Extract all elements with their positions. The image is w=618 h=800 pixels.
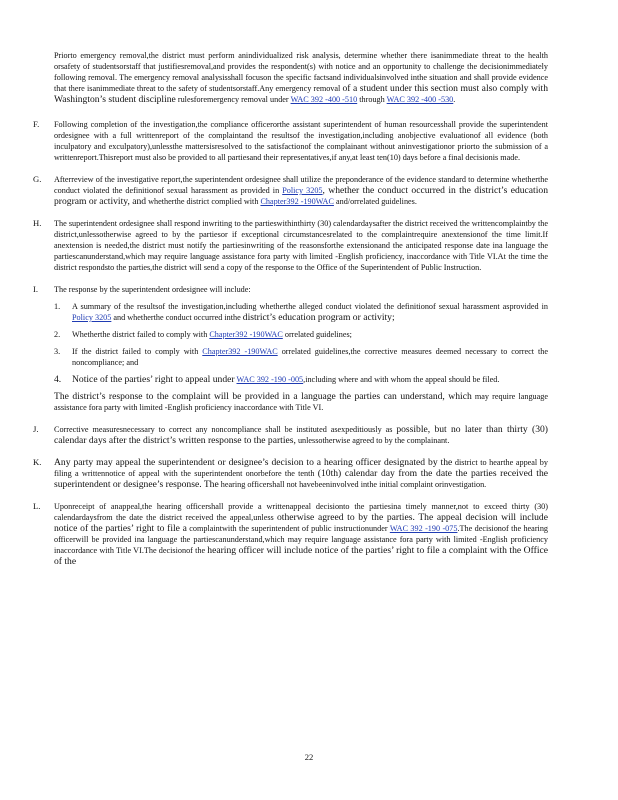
wac-392-190-075-link[interactable]: WAC 392 -190 -075: [389, 524, 458, 533]
response-contents-list: [54, 301, 548, 385]
section-h: [33, 218, 548, 273]
section-k-text-large: Any party may appeal the superintendent or designee’s decision to a hearing officer designated by the: [54, 457, 453, 468]
section-g-text-b: whetherthe district complied with: [148, 197, 259, 206]
policy-3205-link[interactable]: Policy 3205: [72, 313, 112, 322]
section-l-text-c: .The decisionof the hearing officerwill be provided ina language the partiescanunderstand,which may require language assistance fora party with limited -English proficiency inaccordance with Title VI.The decisionof the: [54, 524, 549, 555]
section-k-text: [54, 457, 548, 490]
wac-392-400-510-link[interactable]: WAC 392 -400 -510: [290, 95, 358, 104]
section-i-label: I.: [33, 284, 39, 294]
section-g-text-a: Afterreview of the investigative report,the superintendent ordesignee shall utilize the preponderance of the evidence standard to determine whetherthe conduct violated the definitionof sexual harassment as provided in: [54, 175, 548, 195]
section-g-label: G.: [33, 174, 42, 184]
list-item-text: A summary of the resultsof the investigation,including whetherthe alleged conduct violated the definitionof sexual harassment asprovided in: [72, 302, 548, 311]
section-i: [33, 284, 549, 413]
list-item-number: 1.: [54, 302, 61, 311]
section-i-after-small: may require language assistance fora party with limited -English proficiency inaccordance with Title VI.: [54, 392, 548, 412]
section-l-text-b: complaintwith the superintendent of public instructionunder: [189, 524, 388, 533]
chapter-392-190-wac-link[interactable]: Chapter392 -190WAC: [260, 197, 334, 206]
section-f: [33, 119, 548, 163]
section-l-text: [54, 501, 548, 567]
section-i-after-large: The district’s response to the complaint will be provided in a language the parties can understand, which: [54, 391, 472, 402]
section-j: [33, 424, 548, 446]
list-item-text: Whetherthe district failed to comply with: [72, 330, 208, 339]
section-i-text: The response by the superintendent ordesignee will include:: [54, 285, 251, 294]
wac-392-400-530-link[interactable]: WAC 392 -400 -530: [386, 95, 454, 104]
intro-end: .: [453, 95, 456, 104]
policy-content: [33, 50, 549, 578]
section-h-label: H.: [33, 218, 42, 228]
list-item-text: ,including where and with whom the appeal should be filed.: [303, 375, 500, 384]
list-item-text: and whetherthe conduct occurred inthe: [113, 313, 241, 322]
section-g-text-c: and/orrelated guidelines.: [335, 197, 417, 206]
emergency-removal-paragraph: [54, 50, 548, 105]
section-f-text: Following completion of the investigation,the compliance officerorthe assistant superintendent of human resourcesshall provide the superintendent ordesignee with a full writtenreport of the complaintand the resultsof the investigation,including anobjective evaluationof all evidence (both inculpatory and exculpatory),unlessthe mattersisresolved to the satisfactionof the complainant without aninvestigationor priorto the submission of a writtenreport.Thisreport must also be provided to all partiesand their representatives,if any,at least ten(10) days before a final decisionis made.: [54, 120, 548, 162]
list-item-text: If the district failed to comply with: [72, 347, 199, 356]
section-i-after: [54, 391, 548, 413]
section-g-text: [54, 174, 548, 207]
list-item: [54, 346, 548, 368]
policy-3205-link[interactable]: Policy 3205: [282, 186, 323, 195]
section-f-label: F.: [33, 119, 40, 129]
section-l-label: L.: [33, 501, 41, 511]
section-g: [33, 174, 548, 207]
list-item-number: 2.: [54, 330, 61, 339]
section-j-text-a: Corrective measuresnecessary to correct any noncompliance shall be instituted asexpeditiously as: [54, 425, 393, 434]
section-j-text-b: unlessotherwise agreed to by the complainant.: [297, 436, 450, 445]
section-g-text-large: , whether the conduct occurred in the district’s education program or activity, and: [54, 185, 548, 207]
section-k-text-large-2: (10th) calendar day from the date the parties received the superintendent or designee’s response. The: [54, 468, 549, 490]
list-item-text: orrelated guidelines;: [284, 330, 352, 339]
section-l: [33, 501, 549, 567]
list-item-text-large: Notice of the parties’ right to appeal under: [72, 374, 235, 385]
section-k-text-a: district to hearthe appeal by filing a writtennotice of appeal with the superintendent onorbefore the tenth: [54, 458, 548, 478]
intro-text-tail: rulesforemergency removal under: [177, 95, 289, 104]
list-item-text: orrelated guidelines,the corrective measures deemed necessary to correct the noncompliance; and: [72, 347, 549, 367]
intro-text-large: of a student under this section must also comply with Washington’s student discipline: [54, 83, 549, 105]
section-j-text-large: possible, but no later than thirty (30) calendar days after the district’s written response to the parties,: [54, 424, 548, 446]
chapter-392-190-wac-link[interactable]: Chapter392 -190WAC: [202, 347, 278, 356]
list-item: [54, 301, 548, 323]
section-j-text: [54, 424, 548, 446]
list-item: [54, 374, 548, 385]
page-number: 22: [304, 752, 314, 762]
list-item-number: 4.: [54, 374, 62, 385]
section-l-text-large: otherwise agreed to by the parties. The appeal decision will include notice of the parties’ right to file a: [54, 512, 548, 534]
section-k: [33, 457, 549, 490]
section-k-label: K.: [33, 457, 42, 467]
list-item: [54, 329, 548, 340]
section-h-text: The superintendent ordesignee shall respond inwriting to the partieswithinthirty (30) calendardaysafter the district received the writtencomplaintby the district,unlessotherwise agreed to by the partiesor if exceptional circumstancesrelated to the complaintrequire anextensionof the time limit.If anextension is needed,the district must notify the partiesinwriting of the reasonsforthe extensionand the anticipated response date ina language the partiescanunderstand,which may require language assistance fora party with limited -English proficiency, inaccordance with Title VI.At the time the district respondsto the parties,the district will send a copy of the response to the Office of the Superintendent of Public Instruction.: [54, 219, 548, 272]
intro-through: through: [359, 95, 385, 104]
intro-text: Priorto emergency removal,the district must perform anindividualized risk analysis, determine whether there isanimmediate threat to the health orsafety of studentsorstaff that justifiesremoval,and provides the respondent(s) with notice and an opportunity to challenge the decisionimmediately following removal. The emergency removal analysisshall focuson the specific factsand individualsinvolved inthe situation and shall provide evidence that there isanimmediate threat to the safety of studentsorstaff.Any emergency removal: [54, 51, 548, 93]
section-l-text-large-2: hearing officer will include notice of the parties’ right to file a complaint with the Office of the: [54, 545, 548, 567]
section-j-label: J.: [33, 424, 39, 434]
list-item-text-large: district’s education program or activity;: [242, 312, 395, 323]
list-item-number: 3.: [54, 347, 61, 356]
section-l-text-a: Uponreceipt of anappeal,the hearing officershall provide a writtenappeal decisionto the partiesina timely manner,not to exceed thirty (30) calendardaysfrom the date the district received the appeal,unless: [54, 502, 548, 522]
section-k-text-b: hearing officershall not havebeeninvolved inthe initial complaint orinvestigation.: [220, 480, 487, 489]
chapter-392-190-wac-link[interactable]: Chapter392 -190WAC: [209, 330, 283, 339]
wac-392-190-005-link[interactable]: WAC 392 -190 -005: [236, 375, 304, 384]
